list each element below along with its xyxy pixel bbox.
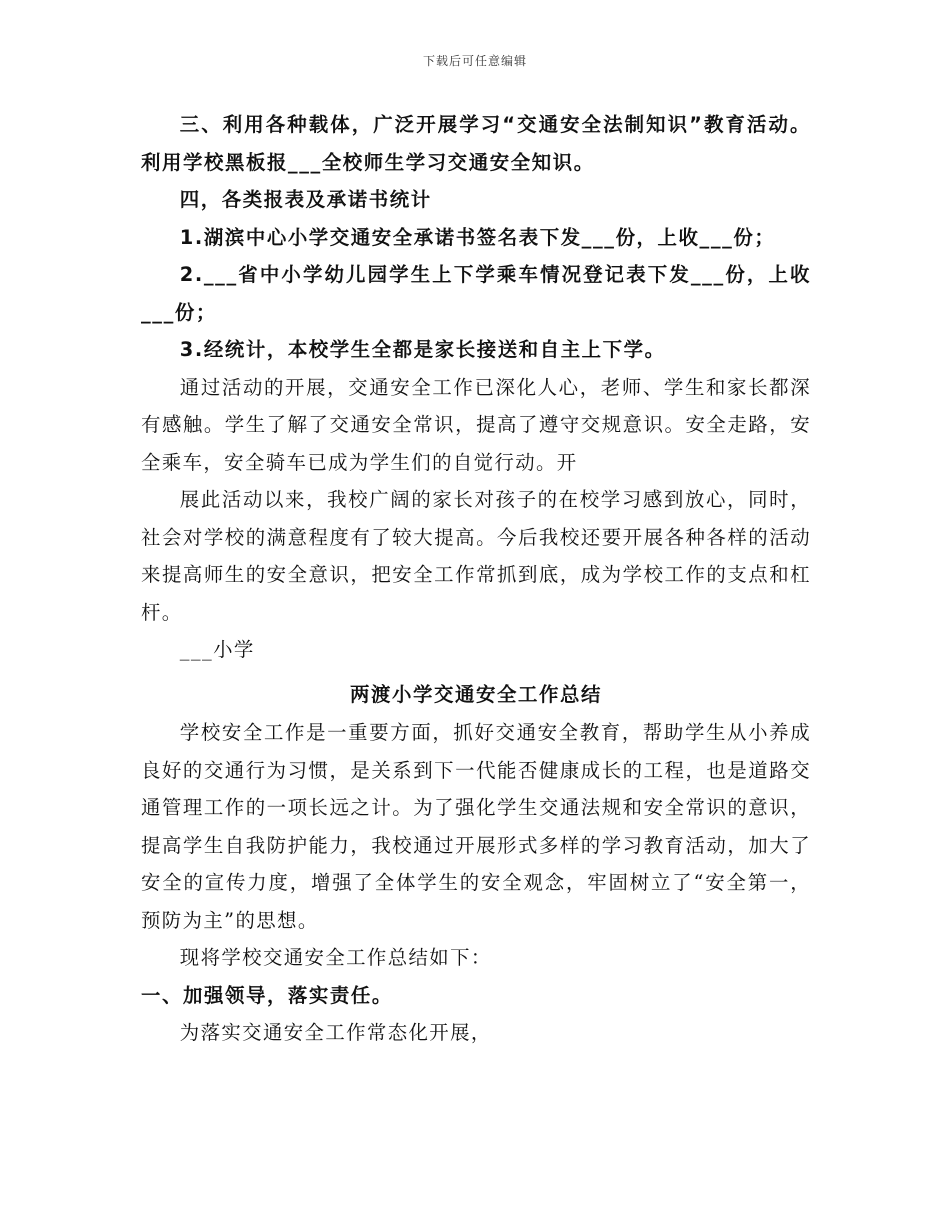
- body-paragraph: 展此活动以来，我校广阔的家长对孩子的在校学习感到放心，同时，社会对学校的满意程度有了较大提高。今后我校还要开展各种各样的活动来提高师生的安全意识，把安全工作常抓到底，成为学校工作的支点和杠杆。: [141, 488, 811, 624]
- body-paragraph: 学校安全工作是一重要方面，抓好交通安全教育，帮助学生从小养成良好的交通行为习惯，是关系到下一代能否健康成长的工程，也是道路交通管理工作的一项长远之计。为了强化学生交通法规和安全常识的意识，提高学生自我防护能力，我校通过开展形式多样的学习教育活动，加大了安全的宣传力度，增强了全体学生的安全观念，牢固树立了“安全第一，预防为主”的思想。: [141, 721, 811, 932]
- school-signature: ___小学: [179, 638, 255, 661]
- item-four-heading: 四，各类报表及承诺书统计: [179, 188, 432, 211]
- section-title: 两渡小学交通安全工作总结: [350, 682, 602, 706]
- item-three-paragraph: 三、利用各种载体，广泛开展学习“交通安全法制知识”教育活动。利用学校黑板报___全校师生学习交通安全知识。: [141, 113, 811, 174]
- document-body: [141, 106, 811, 1052]
- body-paragraph: 为落实交通安全工作常态化开展，: [179, 1021, 492, 1044]
- page-header: 下载后可任意编辑: [422, 54, 527, 68]
- section-heading: 一、加强领导，落实责任。: [141, 983, 393, 1007]
- body-paragraph: 现将学校交通安全工作总结如下：: [179, 946, 492, 969]
- stat-line-1: 1.湖滨中心小学交通安全承诺书签名表下发___份，上收___份；: [179, 225, 776, 249]
- stat-line-2: 2.___省中小学幼儿园学生上下学乘车情况登记表下发___份，上收___份；: [141, 263, 811, 324]
- body-paragraph: 通过活动的开展，交通安全工作已深化人心，老师、学生和家长都深有感触。学生了解了交通安全常识，提高了遵守交规意识。安全走路，安全乘车，安全骑车已成为学生们的自觉行动。开: [141, 375, 811, 474]
- stat-line-3: 3.经统计，本校学生全都是家长接送和自主上下学。: [179, 338, 666, 361]
